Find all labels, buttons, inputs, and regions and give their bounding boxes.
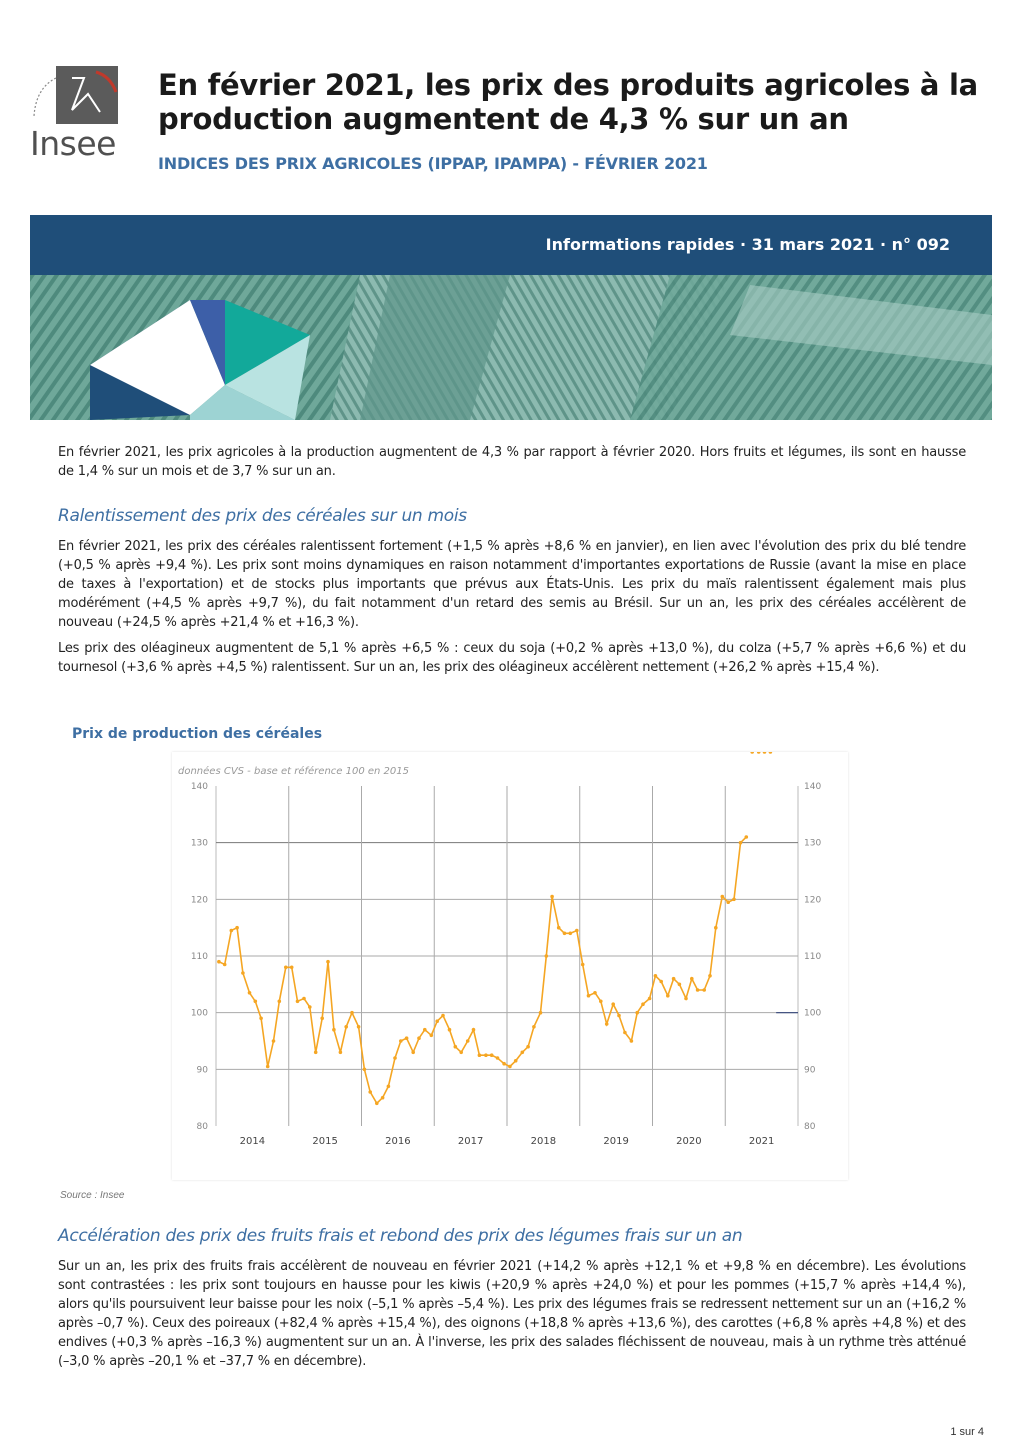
data-point [702,988,706,992]
banner [30,215,992,420]
data-point [732,898,736,902]
data-point [708,974,712,978]
data-point [569,932,573,936]
data-point [514,1059,518,1063]
y-tick-label-right: 120 [804,895,822,906]
data-point [557,926,561,930]
x-tick-label: 2014 [239,1136,266,1147]
data-point [769,752,773,754]
data-point [368,1090,372,1094]
data-point [659,980,663,984]
data-point [326,960,330,964]
y-tick-label-left: 130 [190,838,208,849]
data-point [454,1045,458,1049]
data-point [630,1039,634,1043]
data-point [223,963,227,967]
section2-paragraph-1: Sur un an, les prix des fruits frais accélèrent de nouveau en février 2021 (+14,2 % après +12,1 % et +9,8 % en décembre). Les évolutions sont contrastées : les prix sont toujours en hausse pour les kiwis (+20,9 % après +24,0 %) et pour les pommes (+15,7 % après +14,4 %), alors qu'ils poursuivent leur baisse pour les noix (–5,1 % après –5,4 %). Les prix des légumes frais se redressent nettement sur un an (+16,2 % après –0,7 %). Ceux des poireaux (+82,4 % après +15,4 %), des oignons (+18,8 % après +13,6 %), des carottes (+6,8 % après +4,8 %) et des endives (+0,3 % après –16,3 %) augmentent sur un an. À l'inverse, les prix des salades fléchissent de nouveau, mais à un rythme très atténué (–3,0 % après –20,1 % et –37,7 % en décembre). [58,1259,966,1369]
data-point [696,988,700,992]
data-point [290,966,294,970]
data-point [248,991,252,995]
page-subtitle: INDICES DES PRIX AGRICOLES (IPPAP, IPAMPA) - FÉVRIER 2021 [158,154,708,173]
data-point [399,1039,403,1043]
section1-paragraph-2: Les prix des oléagineux augmentent de 5,1 % après +6,5 % : ceux du soja (+0,2 % après +13,0 %), du colza (+5,7 % après +6,6 %) et du tournesol (+3,6 % après +4,5 %) ralentissent. Sur un an, les prix des oléagineux accélèrent nettement (+26,2 % après +15,4 %). [58,641,966,675]
data-point [411,1051,415,1055]
data-point [314,1051,318,1055]
data-point [350,1011,354,1015]
data-point [690,977,694,981]
section-heading-fruits-legumes: Accélération des prix des fruits frais et rebond des prix des légumes frais sur un an [58,1226,743,1246]
data-point [363,1068,367,1072]
data-point [435,1019,439,1023]
data-point [478,1053,482,1057]
data-point [745,835,749,839]
intro-paragraph: En février 2021, les prix agricoles à la production augmentent de 4,3 % par rapport à février 2020. Hors fruits et légumes, ils sont en hausse de 1,4 % sur un mois et de 3,7 % sur un an. [58,445,966,479]
data-point [605,1022,609,1026]
data-point [259,1017,263,1021]
data-point [357,1025,361,1029]
data-point [387,1085,391,1089]
data-point [581,963,585,967]
y-tick-label-right: 140 [804,782,822,792]
y-tick-label-left: 90 [196,1065,208,1076]
data-point [230,929,234,933]
data-point [332,1028,336,1032]
y-tick-label-right: 80 [804,1122,816,1132]
data-point [484,1053,488,1057]
data-point [539,1011,543,1015]
data-point [575,929,579,933]
data-point [684,997,688,1001]
data-point [763,752,767,754]
data-point [648,997,652,1001]
data-point [593,991,597,995]
data-point [587,994,591,998]
data-point [521,1051,525,1055]
data-point [459,1051,463,1055]
y-tick-label-left: 100 [190,1008,208,1019]
data-point [750,752,754,754]
section-heading-cereales: Ralentissement des prix des céréales sur un mois [58,506,467,526]
data-point [217,960,221,964]
data-point [272,1039,276,1043]
data-point [320,1017,324,1021]
data-point [739,841,743,845]
data-point [284,966,288,970]
data-point [339,1051,343,1055]
data-point [654,974,658,978]
logo-mark-graphic [56,66,118,124]
chart-source: Source : Insee [60,1190,125,1201]
data-point [430,1034,434,1038]
chart-subtitle: données CVS - base et référence 100 en 2015 [178,766,409,777]
data-point [757,752,761,754]
page-title: En février 2021, les prix des produits agricoles à la production augmentent de 4,3 % sur un an [158,68,978,136]
chart-container [172,752,848,1180]
x-tick-label: 2021 [748,1136,775,1147]
data-point [623,1031,627,1035]
data-point [550,895,554,899]
data-point [672,977,676,981]
y-tick-label-right: 90 [804,1065,816,1076]
data-point [714,926,718,930]
data-point [678,983,682,987]
x-tick-label: 2020 [676,1136,702,1147]
data-point [599,1000,603,1004]
data-point [611,1002,615,1006]
data-point [296,1000,300,1004]
data-point [344,1025,348,1029]
x-tick-label: 2017 [457,1136,484,1147]
data-point [448,1028,452,1032]
data-point [641,1002,645,1006]
data-point [393,1056,397,1060]
data-point [417,1036,421,1040]
page-number: 1 sur 4 [950,1426,984,1438]
data-point [635,1011,639,1015]
data-point [466,1039,470,1043]
data-point [405,1036,409,1040]
series-line [219,837,746,1103]
data-point [254,1000,258,1004]
insee-logo [28,66,128,162]
data-point [441,1014,445,1018]
y-tick-label-right: 100 [804,1008,822,1019]
data-point [532,1025,536,1029]
data-point [241,971,245,975]
cereal-price-chart [172,752,848,1180]
banner-illustration [30,275,992,420]
data-point [617,1014,621,1018]
data-point [490,1053,494,1057]
section1-paragraph-1: En février 2021, les prix des céréales ralentissent fortement (+1,5 % après +8,6 % en janvier), en lien avec l'évolution des prix du blé tendre (+0,5 % après +9,4 %). Les prix sont moins dynamiques en raison notamment d'importantes exportations de Russie (avant la mise en place de taxes à l'exportation) et de stocks plus importants que prévus aux États-Unis. Les prix du maïs ralentissent également mais plus modérément (+4,5 % après +9,7 %), du fait notamment d'un retard des semis au Brésil. Sur un an, les prix des céréales accélèrent de nouveau (+24,5 % après +21,4 % et +16,3 %). [58,539,966,630]
data-point [666,994,670,998]
data-point [302,997,306,1001]
y-tick-label-right: 130 [804,838,822,849]
data-point [235,926,239,930]
data-point [278,1000,282,1004]
data-point [381,1096,385,1100]
x-tick-label: 2016 [385,1136,411,1147]
data-point [545,954,549,958]
x-tick-label: 2019 [603,1136,629,1147]
chart-title: Prix de production des céréales [72,726,323,742]
data-point [526,1045,530,1049]
data-point [726,900,730,904]
y-tick-label-left: 80 [196,1122,208,1132]
data-point [266,1065,270,1069]
data-point [563,932,567,936]
y-tick-label-left: 140 [190,782,208,792]
data-point [508,1065,512,1069]
y-tick-label-left: 120 [190,895,208,906]
data-point [721,895,725,899]
y-tick-label-right: 110 [804,952,822,962]
logo-text: Insee [30,124,116,163]
x-tick-label: 2018 [530,1136,557,1147]
data-point [502,1062,506,1066]
logo-arc-graphic [28,66,58,126]
logo-mark [56,66,118,124]
data-point [472,1028,476,1032]
data-point [496,1056,500,1060]
publication-info: Informations rapides · 31 mars 2021 · n° 092 [545,235,950,254]
data-point [308,1005,312,1009]
data-point [423,1028,427,1032]
x-tick-label: 2015 [312,1136,338,1147]
data-point [375,1102,379,1106]
y-tick-label-left: 110 [190,952,208,962]
